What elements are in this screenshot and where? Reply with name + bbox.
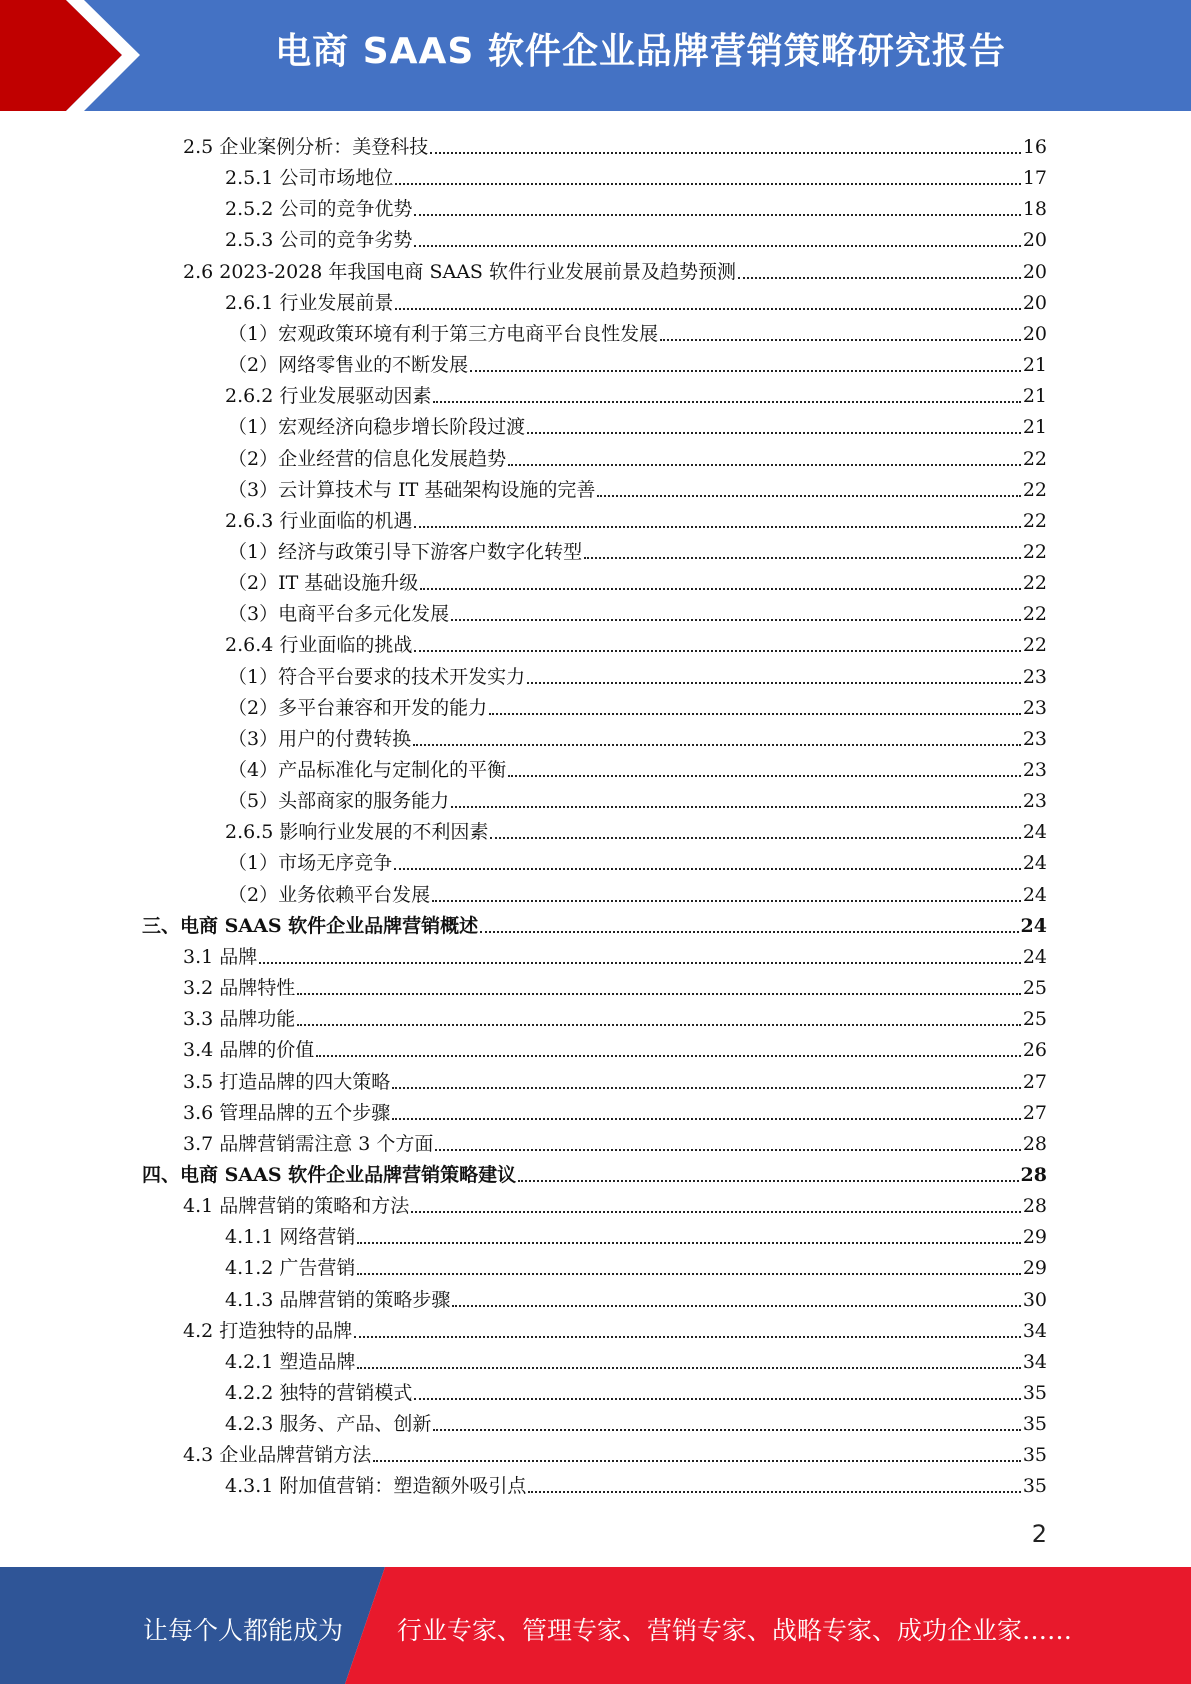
toc-entry-page: 20 <box>1022 260 1047 283</box>
toc-entry-page: 22 <box>1022 603 1047 626</box>
toc-entry-title: 4.1 品牌营销的策略和方法 <box>183 1195 410 1218</box>
toc-entry-page: 22 <box>1022 634 1047 657</box>
toc-entry-title: 2.5.3 公司的竞争劣势 <box>225 229 413 252</box>
toc-entry-title: （3）用户的付费转换 <box>228 727 412 750</box>
toc-entry-page: 24 <box>1020 914 1047 937</box>
toc-entry-page: 24 <box>1022 821 1047 844</box>
toc-dot-leader <box>518 1180 1018 1182</box>
toc-dot-leader <box>738 277 1021 279</box>
toc-dot-leader <box>316 1055 1021 1057</box>
toc-entry-page: 23 <box>1022 665 1047 688</box>
toc-entry[interactable] <box>228 658 1047 689</box>
toc-dot-leader <box>584 557 1021 559</box>
toc-entry-title: 2.5.1 公司市场地位 <box>225 167 394 190</box>
toc-dot-leader <box>435 1149 1020 1151</box>
toc-entry-page: 34 <box>1022 1319 1047 1342</box>
page-number: 2 <box>1031 1520 1047 1548</box>
toc-entry-page: 20 <box>1022 229 1047 252</box>
toc-dot-leader <box>392 1087 1021 1089</box>
toc-entry-page: 20 <box>1022 291 1047 314</box>
toc-entry-title: 4.1.1 网络营销 <box>225 1226 356 1249</box>
toc-entry-page: 29 <box>1022 1257 1047 1280</box>
toc-entry-title: （5）头部商家的服务能力 <box>228 790 450 813</box>
toc-entry-title: （2）业务依赖平台发展 <box>228 883 431 906</box>
toc-dot-leader <box>527 432 1021 434</box>
toc-entry-title: （3）电商平台多元化发展 <box>228 603 450 626</box>
toc-entry-page: 21 <box>1022 416 1047 439</box>
toc-dot-leader <box>413 744 1021 746</box>
toc-dot-leader <box>480 931 1018 933</box>
toc-entry[interactable] <box>228 471 1047 502</box>
toc-dot-leader <box>297 1024 1021 1026</box>
page-footer <box>0 1567 1191 1684</box>
toc-entry-title: 4.2.3 服务、产品、创新 <box>225 1413 432 1436</box>
toc-entry[interactable] <box>225 813 1047 844</box>
footer-slogan-left: 让每个人都能成为 <box>143 1616 344 1645</box>
toc-entry-title: 3.2 品牌特性 <box>183 977 296 1000</box>
toc-entry[interactable] <box>225 1374 1047 1405</box>
toc-entry-page: 35 <box>1022 1444 1047 1467</box>
toc-dot-leader <box>373 1460 1021 1462</box>
toc-dot-leader <box>527 682 1021 684</box>
toc-entry-title: 3.6 管理品牌的五个步骤 <box>183 1101 391 1124</box>
toc-dot-leader <box>395 308 1020 310</box>
toc-entry-page: 35 <box>1022 1413 1047 1436</box>
toc-dot-leader <box>432 900 1021 902</box>
toc-entry[interactable] <box>183 1094 1047 1125</box>
toc-entry[interactable] <box>183 253 1047 284</box>
toc-entry[interactable] <box>228 533 1047 564</box>
toc-entry[interactable] <box>225 1281 1047 1312</box>
toc-entry-page: 22 <box>1022 540 1047 563</box>
toc-dot-leader <box>597 495 1020 497</box>
toc-entry[interactable] <box>183 1312 1047 1343</box>
toc-entry-title: 2.6 2023-2028 年我国电商 SAAS 软件行业发展前景及趋势预测 <box>183 260 736 283</box>
toc-entry-title: （1）符合平台要求的技术开发实力 <box>228 665 526 688</box>
toc-entry-page: 28 <box>1022 1132 1047 1155</box>
toc-entry-page: 27 <box>1022 1070 1047 1093</box>
toc-entry-title: 3.7 品牌营销需注意 3 个方面 <box>183 1132 434 1155</box>
toc-entry-page: 22 <box>1022 572 1047 595</box>
toc-entry[interactable] <box>228 876 1047 907</box>
toc-entry-title: 2.6.4 行业面临的挑战 <box>225 634 413 657</box>
toc-entry-page: 23 <box>1022 727 1047 750</box>
toc-entry-title: 2.6.3 行业面临的机遇 <box>225 509 413 532</box>
toc-dot-leader <box>508 775 1021 777</box>
toc-entry-title: （2）网络零售业的不断发展 <box>228 354 469 377</box>
toc-entry-title: （2）IT 基础设施升级 <box>228 572 419 595</box>
toc-dot-leader <box>414 245 1020 247</box>
toc-entry-page: 18 <box>1022 198 1047 221</box>
toc-entry-page: 21 <box>1022 354 1047 377</box>
toc-entry[interactable] <box>225 1405 1047 1436</box>
toc-dot-leader <box>470 370 1021 372</box>
toc-entry-page: 17 <box>1022 167 1047 190</box>
toc-entry-page: 25 <box>1022 977 1047 1000</box>
toc-entry[interactable] <box>183 1031 1047 1062</box>
toc-entry[interactable] <box>183 1063 1047 1094</box>
toc-dot-leader <box>528 1491 1020 1493</box>
toc-entry-page: 20 <box>1022 322 1047 345</box>
toc-dot-leader <box>660 339 1021 341</box>
toc-entry-title: 2.6.1 行业发展前景 <box>225 291 394 314</box>
toc-dot-leader <box>414 214 1020 216</box>
toc-entry[interactable] <box>225 626 1047 657</box>
toc-entry-title: （1）宏观政策环境有利于第三方电商平台良性发展 <box>228 322 659 345</box>
toc-entry-page: 30 <box>1022 1288 1047 1311</box>
toc-entry-title: （1）宏观经济向稳步增长阶段过渡 <box>228 416 526 439</box>
toc-dot-leader <box>259 962 1021 964</box>
toc-entry-page: 16 <box>1022 136 1047 158</box>
toc-entry[interactable] <box>228 782 1047 813</box>
toc-dot-leader <box>420 588 1021 590</box>
toc-entry[interactable] <box>225 1467 1047 1498</box>
toc-entry-title: 2.6.2 行业发展驱动因素 <box>225 385 432 408</box>
toc-entry-title: 四、电商 SAAS 软件企业品牌营销策略建议 <box>142 1163 517 1186</box>
toc-entry[interactable] <box>225 377 1047 408</box>
toc-dot-leader <box>508 464 1021 466</box>
report-title: 电商 SAAS 软件企业品牌营销策略研究报告 <box>275 31 1006 72</box>
toc-entry[interactable] <box>183 128 1047 159</box>
toc-entry[interactable] <box>228 440 1047 471</box>
toc-entry-title: 4.2.2 独特的营销模式 <box>225 1382 413 1404</box>
toc-entry-page: 24 <box>1022 883 1047 906</box>
toc-entry-page: 24 <box>1022 852 1047 875</box>
toc-entry[interactable] <box>183 969 1047 1000</box>
toc-dot-leader <box>357 1273 1020 1275</box>
toc-dot-leader <box>414 1398 1020 1400</box>
toc-entry-title: 2.5 企业案例分析：美登科技 <box>183 136 429 158</box>
toc-dot-leader <box>392 1118 1021 1120</box>
toc-entry-page: 28 <box>1020 1163 1047 1186</box>
toc-entry-title: 4.1.2 广告营销 <box>225 1257 356 1280</box>
page-header <box>0 0 1191 111</box>
toc-entry[interactable] <box>228 720 1047 751</box>
toc-dot-leader <box>394 868 1021 870</box>
toc-entry[interactable] <box>225 1343 1047 1374</box>
toc-dot-leader <box>414 650 1020 652</box>
toc-dot-leader <box>395 183 1020 185</box>
toc-entry-page: 27 <box>1022 1101 1047 1124</box>
toc-entry-title: 4.2 打造独特的品牌 <box>183 1319 353 1342</box>
toc-entry-title: （3）云计算技术与 IT 基础架构设施的完善 <box>228 478 596 501</box>
toc-entry[interactable] <box>228 689 1047 720</box>
toc-dot-leader <box>297 993 1021 995</box>
toc-entry-title: 3.3 品牌功能 <box>183 1008 296 1031</box>
header-arrow-decoration <box>0 0 160 111</box>
toc-entry-page: 26 <box>1022 1039 1047 1062</box>
toc-entry-page: 23 <box>1022 759 1047 781</box>
toc-entry[interactable] <box>183 1436 1047 1467</box>
toc-entry-page: 23 <box>1022 696 1047 719</box>
toc-entry-title: （2）多平台兼容和开发的能力 <box>228 696 488 719</box>
toc-entry-title: 三、电商 SAAS 软件企业品牌营销概述 <box>142 914 479 937</box>
toc-entry[interactable] <box>225 221 1047 252</box>
toc-dot-leader <box>452 1305 1020 1307</box>
toc-entry-page: 35 <box>1022 1475 1047 1498</box>
toc-entry[interactable] <box>228 315 1047 346</box>
toc-dot-leader <box>357 1367 1020 1369</box>
toc-dot-leader <box>414 526 1020 528</box>
toc-entry[interactable] <box>228 751 1047 782</box>
toc-dot-leader <box>433 1429 1020 1431</box>
toc-entry-title: 3.5 打造品牌的四大策略 <box>183 1070 391 1093</box>
toc-entry-title: 4.3 企业品牌营销方法 <box>183 1444 372 1467</box>
toc-dot-leader <box>451 806 1021 808</box>
toc-entry-page: 23 <box>1022 790 1047 813</box>
toc-entry[interactable] <box>225 1218 1047 1249</box>
toc-entry-page: 35 <box>1022 1382 1047 1404</box>
toc-entry[interactable] <box>183 1125 1047 1156</box>
toc-entry[interactable] <box>228 564 1047 595</box>
toc-entry-title: 2.6.5 影响行业发展的不利因素 <box>225 821 489 844</box>
toc-entry-title: （1）市场无序竞争 <box>228 852 393 875</box>
toc-entry-title: 2.5.2 公司的竞争优势 <box>225 198 413 221</box>
toc-entry-title: （2）企业经营的信息化发展趋势 <box>228 447 507 470</box>
toc-entry[interactable] <box>142 907 1047 938</box>
toc-entry-title: 3.4 品牌的价值 <box>183 1039 315 1062</box>
toc-entry-title: （1）经济与政策引导下游客户数字化转型 <box>228 540 583 563</box>
toc-dot-leader <box>354 1336 1021 1338</box>
toc-dot-leader <box>490 837 1020 839</box>
toc-dot-leader <box>451 619 1021 621</box>
toc-entry-page: 22 <box>1022 509 1047 532</box>
toc-entry[interactable] <box>228 346 1047 377</box>
toc-entry[interactable] <box>228 408 1047 439</box>
toc-entry-title: 4.3.1 附加值营销：塑造额外吸引点 <box>225 1475 527 1498</box>
toc-entry[interactable] <box>225 502 1047 533</box>
toc-entry-page: 25 <box>1022 1008 1047 1031</box>
toc-dot-leader <box>489 713 1021 715</box>
toc-entry-title: 3.1 品牌 <box>183 945 258 968</box>
toc-entry-page: 34 <box>1022 1350 1047 1373</box>
toc-entry[interactable] <box>225 159 1047 190</box>
toc-entry-page: 29 <box>1022 1226 1047 1249</box>
toc-entry[interactable] <box>142 1156 1047 1187</box>
toc-entry[interactable] <box>228 844 1047 875</box>
toc-dot-leader <box>357 1242 1020 1244</box>
toc-entry[interactable] <box>225 1249 1047 1280</box>
toc-entry-page: 22 <box>1022 478 1047 501</box>
footer-slogan-right: 行业专家、管理专家、营销专家、战略专家、成功企业家…… <box>397 1616 1073 1645</box>
toc-entry-page: 24 <box>1022 945 1047 968</box>
toc-entry-page: 21 <box>1022 385 1047 408</box>
toc-entry[interactable] <box>225 190 1047 221</box>
toc-dot-leader <box>430 152 1021 154</box>
toc-entry-title: （4）产品标准化与定制化的平衡 <box>228 759 507 781</box>
toc-entry[interactable] <box>183 1000 1047 1031</box>
toc-entry-page: 22 <box>1022 447 1047 470</box>
toc-entry[interactable] <box>183 938 1047 969</box>
toc-entry-page: 28 <box>1022 1195 1047 1218</box>
toc-dot-leader <box>433 401 1020 403</box>
toc-entry[interactable] <box>225 284 1047 315</box>
toc-dot-leader <box>411 1211 1021 1213</box>
toc-entry[interactable] <box>183 1187 1047 1218</box>
toc-entry[interactable] <box>228 595 1047 626</box>
toc-entry-title: 4.2.1 塑造品牌 <box>225 1350 356 1373</box>
toc-entry-title: 4.1.3 品牌营销的策略步骤 <box>225 1288 451 1311</box>
